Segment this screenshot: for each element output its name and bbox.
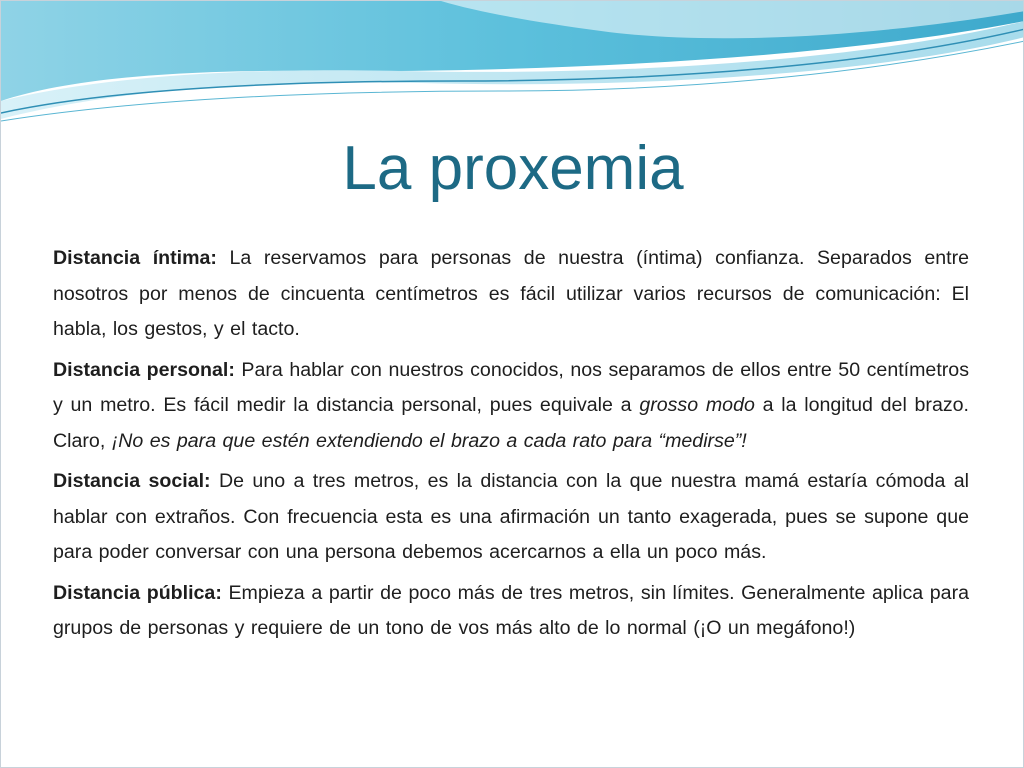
paragraph-text: a la longitud del brazo. Claro, <box>53 394 969 452</box>
slide-title: La proxemia <box>342 134 684 203</box>
paragraph-social <box>53 464 969 571</box>
paragraph-intima <box>53 241 969 348</box>
paragraph-text: Empieza a partir de poco más de tres metros, sin límites. Generalmente aplica para grupos de personas y requiere de un tono de vos más alto de lo normal (¡O un megáfono!) <box>53 581 969 639</box>
term-label: Distancia íntima: <box>53 247 217 269</box>
paragraph-text: La reservamos para personas de nuestra (íntima) confianza. Separados entre nosotros por menos de cincuenta centímetros es fácil utilizar varios recursos de comunicación: El habla, los gestos, y el tacto. <box>53 247 969 340</box>
content-box <box>45 229 981 651</box>
italic-phrase: grosso modo <box>639 394 755 416</box>
term-label: Distancia personal: <box>53 358 235 381</box>
term-label: Distancia social: <box>53 470 211 492</box>
term-label: Distancia pública: <box>53 581 222 604</box>
paragraph-publica <box>53 576 969 647</box>
paragraph-personal <box>53 353 969 460</box>
paragraph-text: De uno a tres metros, es la distancia con la que nuestra mamá estaría cómoda al hablar con extraños. Con frecuencia esta es una afirmación un tanto exagerada, pues se supone que para poder conversar con una persona debemos acercarnos a ella un poco más. <box>53 470 969 563</box>
paragraph-text: Para hablar con nuestros conocidos, nos separamos de ellos entre 50 centímetros y un metro. Es fácil medir la distancia personal, pues equivale a <box>53 358 969 416</box>
italic-phrase: ¡No es para que estén extendiendo el brazo a cada rato para “medirse”! <box>111 429 747 452</box>
wave-banner-decoration <box>1 1 1024 131</box>
